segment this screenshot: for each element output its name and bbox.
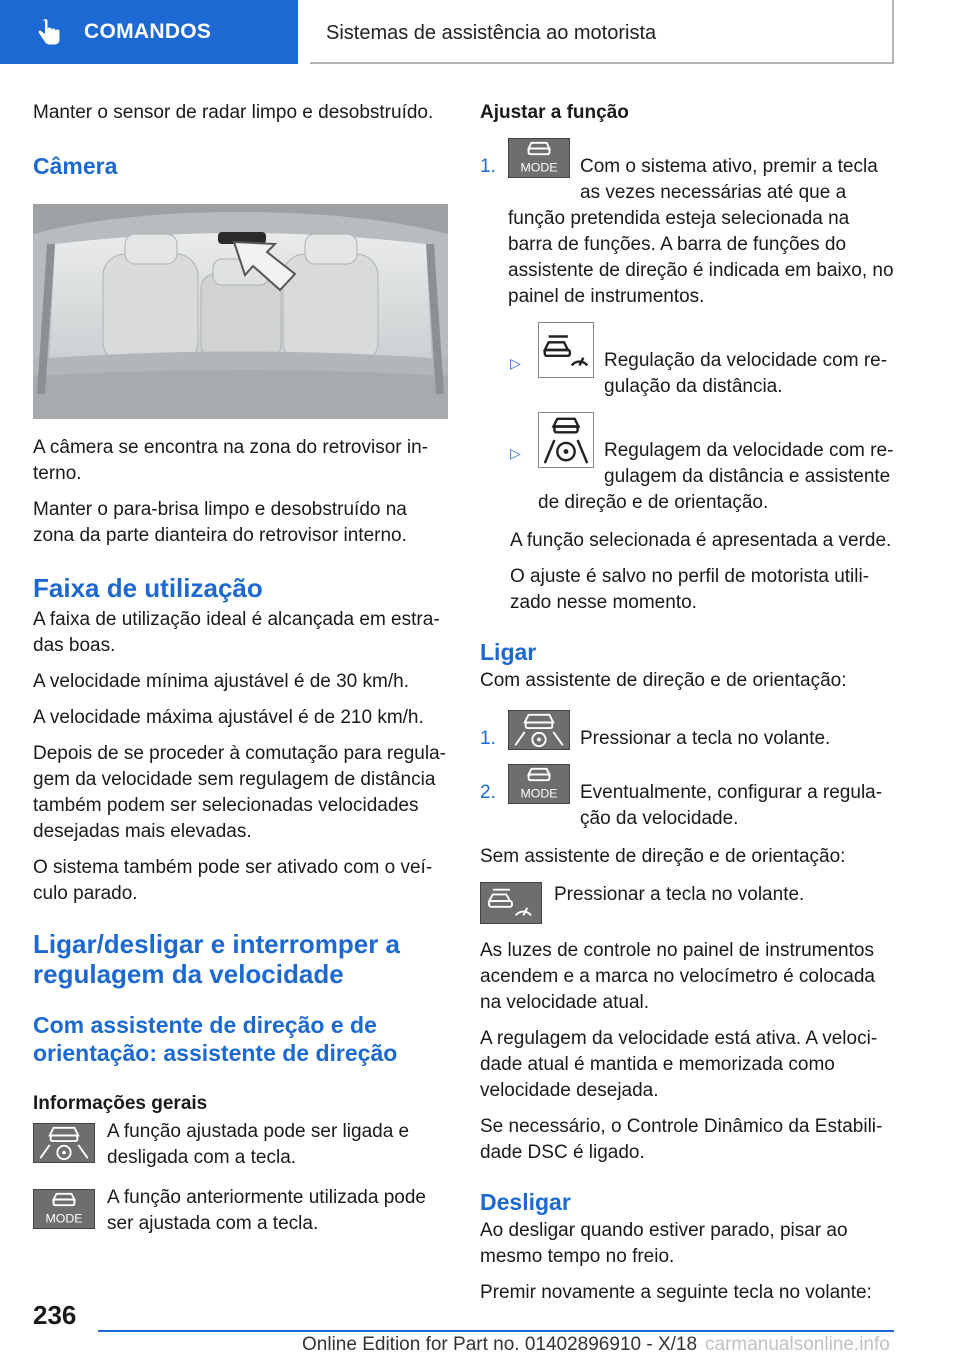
adjust-option-acc-steering	[510, 412, 894, 516]
profile-saved-paragraph: O ajuste é salvo no perfil de motorista utilizado nesse momento.	[510, 566, 870, 613]
info-paragraph-2: A função anteriormente utilizada pode ser ajustada com a tecla.	[107, 1187, 426, 1234]
off-heading: Desligar	[480, 1189, 571, 1215]
selected-green-paragraph: A função selecionada é apresentada a verde.	[510, 530, 892, 551]
adjust-option-acc	[510, 322, 894, 400]
without-text: Pressionar a tecla no volante.	[554, 884, 805, 905]
range-paragraph-5: O sistema também pode ser ativado com o veículo parado.	[33, 857, 433, 904]
with-assistant-heading: Com assistente de direção e de orientação: assistente de direção	[33, 1012, 398, 1066]
camera-location-paragraph: A câmera se encontra na zona do retrovisor interno.	[33, 437, 428, 484]
onoff-heading: Ligar/desligar e interromper a regulagem da velocidade	[33, 929, 401, 989]
info-paragraph-1: A função ajustada pode ser ligada e desligada com a tecla.	[107, 1121, 410, 1168]
right-column	[480, 100, 894, 1316]
option-acc-steering-text: Regulagem da velocidade com regulagem da distância e assistente de direção e de orientação.	[538, 440, 894, 513]
hand-pointer-icon	[34, 18, 64, 48]
adjust-step-1	[480, 138, 894, 310]
range-heading: Faixa de utilização	[33, 573, 263, 603]
camera-windshield-paragraph: Manter o para-brisa limpo e desobstruído na zona da parte dianteira do retrovisor interno.	[33, 499, 407, 546]
adjust-heading: Ajustar a função	[480, 102, 629, 123]
off-paragraph-1: Ao desligar quando estiver parado, pisar ao mesmo tempo no freio.	[480, 1220, 848, 1267]
info-para-mode-key	[33, 1185, 448, 1237]
steering-assist-key-icon	[508, 710, 570, 750]
mode-key-label: MODE	[520, 160, 558, 175]
range-paragraph-4: Depois de se proceder à comutação para regulagem da velocidade sem regulagem de distância também podem ser selecionadas velocidades desejadas mais elevadas.	[33, 743, 446, 842]
edition-text: Online Edition for Part no. 01402896910 - X/18	[302, 1334, 698, 1355]
mode-key-label: MODE	[45, 1211, 83, 1226]
on-step-2	[480, 764, 894, 832]
distance-control-key-icon	[480, 882, 542, 924]
section-tab[interactable]	[0, 0, 298, 64]
step-number: 1.	[480, 728, 496, 749]
mode-key-icon	[508, 764, 570, 804]
section-label: COMANDOS	[84, 20, 212, 43]
option-marker: ▷	[510, 445, 521, 461]
chapter-title: Sistemas de assistência ao motorista	[326, 22, 657, 44]
left-column	[33, 100, 448, 1251]
radar-paragraph: Manter o sensor de radar limpo e desobstruído.	[33, 102, 434, 123]
step-number: 2.	[480, 782, 496, 803]
steering-assist-key-icon	[33, 1123, 95, 1163]
distance-control-key-icon	[538, 322, 594, 378]
steering-assist-key-icon	[538, 412, 594, 468]
mode-key-icon	[508, 138, 570, 178]
page-number: 236	[33, 1300, 77, 1330]
step-1-text: Com o sistema ativo, premir a tecla as vezes necessárias até que a função pretendida esteja selecionada na barra de funções. A barra de funções do assistente de direção é indicada em baixo, no painel de instrumentos.	[508, 156, 894, 307]
chapter-header	[310, 0, 894, 64]
on-step-1-text: Pressionar a tecla no volante.	[580, 728, 831, 749]
mode-key-label: MODE	[520, 786, 558, 801]
range-paragraph-1: A faixa de utilização ideal é alcançada em estradas boas.	[33, 609, 440, 656]
info-para-steering-key	[33, 1119, 448, 1171]
on-step-1	[480, 710, 894, 752]
range-paragraph-2: A velocidade mínima ajustável é de 30 km/h.	[33, 671, 409, 692]
on-heading: Ligar	[480, 639, 537, 665]
info-heading: Informações gerais	[33, 1093, 208, 1114]
mode-key-icon	[33, 1189, 95, 1229]
footer-divider	[98, 1330, 894, 1332]
camera-heading: Câmera	[33, 153, 118, 179]
option-marker: ▷	[510, 355, 521, 371]
on-step-2-text: Eventualmente, configurar a regulação da velocidade.	[580, 782, 883, 829]
without-intro-paragraph: Sem assistente de direção e de orientação:	[480, 846, 846, 867]
camera-interior-photo	[33, 204, 448, 419]
lights-paragraph: As luzes de controle no painel de instrumentos acendem e a marca no velocímetro é colocada na velocidade atual.	[480, 940, 875, 1013]
on-intro-paragraph: Com assistente de direção e de orientação:	[480, 670, 847, 691]
without-para	[480, 882, 894, 924]
option-acc-text: Regulação da velocidade com regulação da distância.	[604, 350, 888, 397]
step-number: 1.	[480, 156, 496, 177]
dsc-paragraph: Se necessário, o Controle Dinâmico da Estabilidade DSC é ligado.	[480, 1116, 883, 1163]
range-paragraph-3: A velocidade máxima ajustável é de 210 km/h.	[33, 707, 424, 728]
off-paragraph-2: Premir novamente a seguinte tecla no volante:	[480, 1282, 872, 1303]
watermark: carmanualsonline.info	[705, 1334, 890, 1355]
active-paragraph: A regulagem da velocidade está ativa. A velocidade atual é mantida e memorizada como velocidade desejada.	[480, 1028, 878, 1101]
